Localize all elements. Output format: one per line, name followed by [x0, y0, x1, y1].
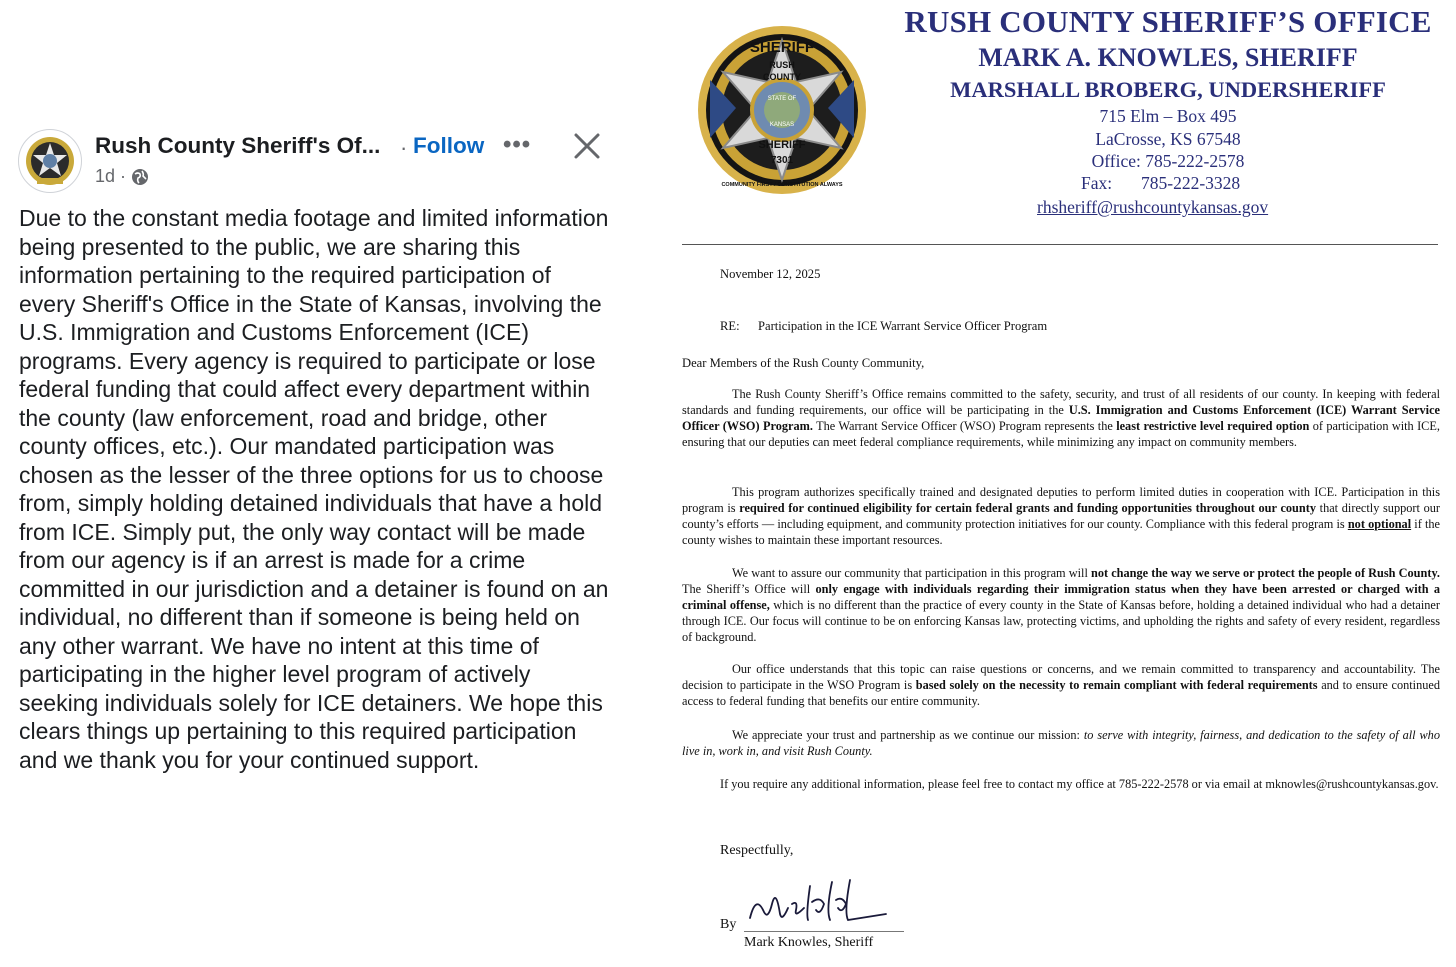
- close-icon[interactable]: [571, 130, 603, 162]
- facebook-post-panel: [0, 0, 620, 967]
- signature-line: [744, 931, 904, 932]
- letter-paragraph-1: [682, 386, 1440, 450]
- p1-bold-b: U.S. Immigration and Customs Enforcement (ICE) Warrant Service Officer (WSO) Program.: [682, 403, 1440, 434]
- letterhead-fax-label: Fax:: [1081, 173, 1113, 193]
- p5-italic-b: to serve with integrity, fairness, and dedication to the safety of all who live in, work in, and visit Rush County.: [682, 728, 1440, 759]
- letterhead-address-line1: 715 Elm – Box 495: [1099, 106, 1237, 126]
- letter-re-label: RE:: [720, 319, 740, 333]
- letter-paragraph-6: If you require any additional information, please feel free to contact my office at 785-222-2578 or via email at mknowles@rushcountykansas.gov.: [720, 777, 1439, 791]
- name-separator: ·: [400, 135, 408, 160]
- badge-rush-text: RUSH: [769, 60, 795, 70]
- badge-motto-text: COMMUNITY FIRST / CONSTITUTION ALWAYS: [721, 182, 843, 188]
- letterhead-divider: [682, 244, 1438, 245]
- follow-button[interactable]: Follow: [413, 133, 485, 158]
- sheriff-letter-image: [668, 0, 1456, 967]
- badge-number-text: 7301: [770, 155, 794, 166]
- p4-bold-b: based solely on the necessity to remain compliant with federal requirements: [915, 678, 1318, 693]
- more-options-icon[interactable]: •••: [503, 131, 532, 158]
- p3-bold-b: not change the way we serve or protect the people of Rush County.: [1091, 566, 1440, 580]
- letter-paragraph-4: [682, 661, 1440, 709]
- p3-text-c: The Sheriff’s Office will: [682, 582, 816, 597]
- post-body-text: Due to the constant media footage and limited information being presented to the public, we are sharing this information pertaining to the required participation of every Sheriff's Office in the State of Kansas, involving the U.S. Immigration and Customs Enforcement (ICE) programs. Every agency is required to participate or lose federal funding that could affect every department within the county (law enforcement, road and bridge, other county offices, etc.). Our mandated participation was chosen as the lesser of the three options for us to choose from, simply holding detained individuals that have a hold from ICE. Simply put, the only way contact will be made from our agency is if an arrest is made for a crime committed in our jurisdiction and a detainer is found on an individual, no different than if someone is being held on any other warrant. We have no intent at this time of participating in the higher level program of actively seeking individuals solely for ICE detainers. We hope this clears things up pertaining to this required participation and we thank you for your continued support.: [19, 205, 609, 773]
- p2-bold-b: required for continued eligibility for certain federal grants and funding opportunities throughout our county: [739, 501, 1316, 516]
- globe-icon: [131, 168, 149, 186]
- letter-subject: Participation in the ICE Warrant Service Officer Program: [758, 319, 1048, 333]
- p2-text-a: This program authorizes specifically trained and designated deputies to perform limited duties in cooperation with ICE. Participation in this program is: [682, 485, 1440, 516]
- badge-state-text: STATE OF: [767, 96, 797, 102]
- letterhead-address-line2: LaCrosse, KS 67548: [1095, 129, 1241, 149]
- letter-salutation: Dear Members of the Rush County Community,: [682, 356, 925, 370]
- p3-text-a: We want to assure our community that participation in this program will: [732, 566, 1091, 580]
- page-name[interactable]: Rush County Sheriff's Of...: [95, 133, 381, 158]
- letterhead-sheriff: MARK A. KNOWLES, SHERIFF: [978, 43, 1358, 72]
- p3-bold-d: only engage with individuals regarding their immigration status when they have been arrested or charged with a criminal offense,: [682, 582, 1441, 613]
- p4-text-a: Our office understands that this topic can raise questions or concerns, and we remain committed to transparency and accountability. The decision to participate in the WSO Program is: [682, 662, 1440, 693]
- p1-text-a: The Rush County Sheriff’s Office remains committed to the safety, security, and trust of all residents of our county. In keeping with federal standards and funding requirements, our office will be participating in the: [682, 387, 1440, 418]
- letterhead-undersheriff: MARSHALL BROBERG, UNDERSHERIFF: [950, 77, 1386, 102]
- p1-text-e: of participation with ICE, ensuring that our deputies can meet federal compliance requirements, while minimizing any impact on community members.: [682, 419, 1440, 450]
- letter-by-label: By: [720, 917, 737, 932]
- post-meta: [95, 166, 149, 187]
- badge-top-text: SHERIFF: [749, 39, 815, 56]
- p1-text-c: The Warrant Service Officer (WSO) Program represents the: [812, 419, 1117, 434]
- badge-county-text: COUNTY: [763, 72, 801, 82]
- sheriff-star-badge-icon: [696, 20, 868, 200]
- letter-signer: Mark Knowles, Sheriff: [744, 935, 874, 950]
- badge-kansas-text: KANSAS: [769, 122, 795, 128]
- letter-date: November 12, 2025: [720, 267, 821, 281]
- p5-text-a: We appreciate your trust and partnership as we continue our mission:: [732, 728, 1084, 742]
- letter-paragraph-3: [682, 565, 1440, 645]
- letterhead-email-link[interactable]: rhsheriff@rushcountykansas.gov: [1037, 197, 1269, 217]
- letter-paragraph-5: [682, 727, 1440, 759]
- p2-bold-underline-d: not optional: [1347, 517, 1412, 532]
- page-avatar[interactable]: [18, 129, 82, 193]
- meta-separator: ·: [120, 166, 127, 186]
- p4-text-c: and to ensure continued access to federal funding that benefits our entire community.: [682, 678, 1441, 709]
- letter-paragraph-2: [682, 484, 1440, 548]
- letterhead-fax-number: 785-222-3328: [1141, 173, 1241, 193]
- sheriff-badge-avatar-icon: [19, 130, 81, 192]
- p2-text-c: that directly support our county’s efforts — including equipment, and community protection initiatives for our county. Compliance with this federal program is: [682, 501, 1440, 532]
- letterhead-title: RUSH COUNTY SHERIFF’S OFFICE: [904, 4, 1432, 39]
- badge-bottom-text: SHERIFF: [758, 139, 806, 151]
- letter-closing: Respectfully,: [720, 843, 794, 858]
- post-timestamp[interactable]: 1d: [95, 166, 116, 186]
- p1-bold-d: least restrictive level required option: [1116, 419, 1310, 434]
- signature-icon: [746, 874, 896, 930]
- letterhead-office-phone: Office: 785-222-2578: [1091, 151, 1245, 171]
- p3-text-e: which is no different than the practice of every county in the State of Kansas before, holding a detained individual who had a detainer through ICE. Our focus will continue to be on enforcing Kansas law, protecting victims, and upholding the rights and safety of every resident, regardless of background.: [682, 598, 1440, 645]
- p2-text-e: if the county wishes to maintain these important resources.: [682, 517, 1440, 548]
